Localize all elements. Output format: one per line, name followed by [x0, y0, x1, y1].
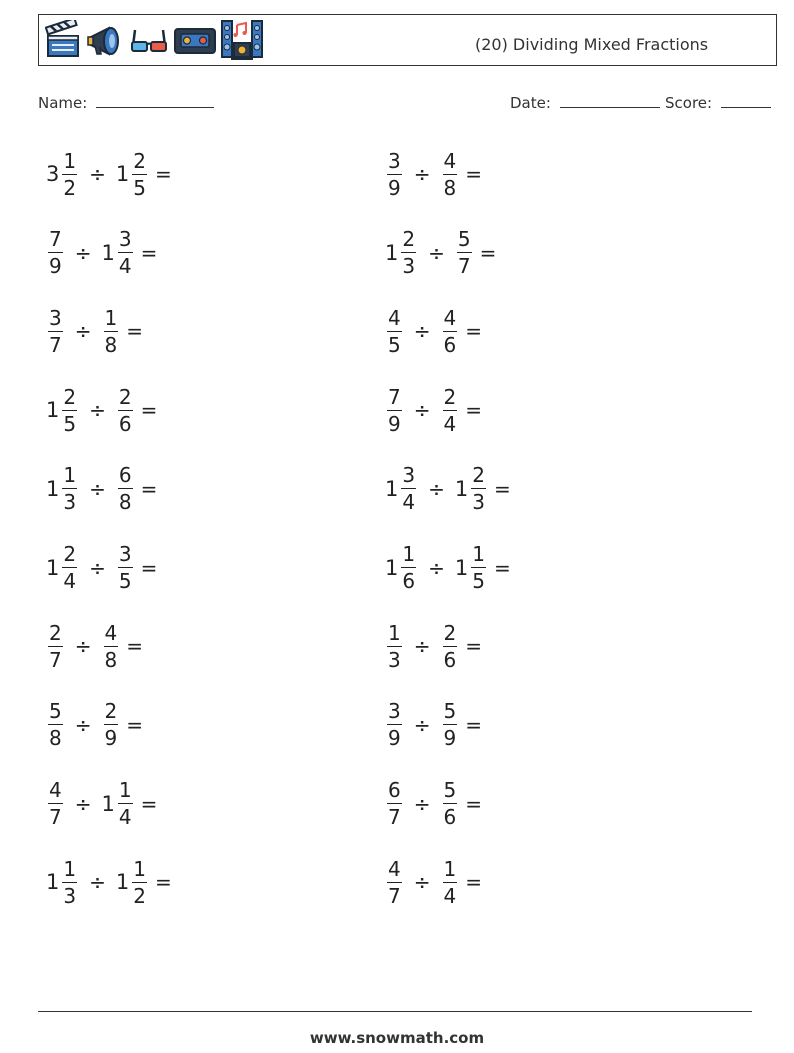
- denominator: 7: [388, 883, 401, 908]
- fraction: [387, 778, 402, 830]
- divide-sign: ÷: [89, 162, 106, 186]
- clapperboard-icon: [45, 20, 81, 60]
- score-label: Score:: [665, 94, 713, 112]
- denominator: 6: [443, 805, 457, 830]
- numerator: 3: [388, 699, 401, 724]
- fraction: [104, 305, 119, 357]
- fraction: [443, 384, 458, 436]
- whole-number: 1: [101, 240, 115, 265]
- problem-item: [46, 461, 157, 517]
- denominator: 8: [104, 332, 118, 357]
- whole-number: 1: [385, 555, 399, 580]
- numerator: 3: [388, 148, 401, 173]
- denominator: 9: [388, 726, 401, 751]
- numerator: 4: [388, 305, 401, 330]
- header-icons: [45, 20, 263, 60]
- equals-sign: =: [154, 162, 172, 186]
- denominator: 5: [133, 175, 146, 200]
- divide-sign: ÷: [413, 870, 431, 895]
- numerator: 4: [443, 305, 457, 330]
- denominator: 8: [443, 175, 457, 200]
- numerator: 2: [443, 384, 457, 409]
- divide-sign: ÷: [413, 398, 431, 423]
- fraction: [443, 148, 458, 200]
- divide-sign: ÷: [413, 791, 431, 816]
- denominator: 5: [63, 411, 77, 436]
- equals-sign: =: [140, 791, 158, 816]
- denominator: 5: [388, 332, 401, 357]
- divide-sign: ÷: [74, 319, 92, 344]
- whole-number: 1: [454, 476, 469, 501]
- equals-sign: =: [140, 476, 158, 501]
- denominator: 4: [402, 490, 416, 515]
- divide-sign: ÷: [413, 712, 431, 737]
- fraction: [457, 227, 472, 279]
- denominator: 5: [472, 569, 485, 593]
- equals-sign: =: [493, 555, 511, 580]
- equals-sign: =: [465, 398, 482, 423]
- problem-item: [385, 461, 511, 517]
- 3d-glasses-icon: [129, 20, 169, 60]
- denominator: 4: [118, 805, 132, 830]
- fraction: [401, 463, 416, 515]
- equals-sign: =: [126, 634, 143, 659]
- name-label: Name:: [38, 94, 88, 112]
- denominator: 3: [63, 883, 77, 908]
- divide-sign: ÷: [89, 476, 106, 501]
- numerator: 2: [63, 542, 77, 566]
- numerator: 5: [443, 699, 457, 724]
- whole-number: 1: [385, 476, 399, 501]
- fraction: [104, 620, 119, 672]
- fraction: [387, 620, 402, 672]
- divide-sign: ÷: [74, 240, 92, 265]
- divide-sign: ÷: [89, 398, 106, 423]
- equals-sign: =: [465, 162, 482, 186]
- equals-sign: =: [140, 398, 158, 423]
- numerator: 1: [388, 620, 401, 645]
- divide-sign: ÷: [428, 476, 445, 501]
- whole-number: 1: [115, 162, 130, 186]
- fraction: [471, 544, 486, 591]
- fraction: [443, 305, 458, 357]
- name-field: [38, 93, 214, 112]
- fraction: [62, 544, 77, 591]
- fraction: [443, 620, 458, 672]
- fraction: [62, 463, 77, 515]
- denominator: 7: [388, 805, 401, 830]
- fraction: [62, 384, 77, 436]
- numerator: 2: [63, 384, 77, 409]
- footer-url: www.snowmath.com: [309, 1029, 485, 1047]
- numerator: 2: [133, 148, 146, 173]
- denominator: 7: [457, 254, 471, 279]
- fraction: [443, 856, 458, 908]
- fraction: [401, 544, 416, 591]
- numerator: 2: [118, 384, 132, 409]
- problem-item: [385, 225, 496, 281]
- date-label: Date:: [510, 94, 551, 112]
- whole-number: 1: [46, 555, 60, 580]
- fraction: [62, 148, 77, 200]
- fraction: [387, 148, 402, 200]
- divide-sign: ÷: [428, 240, 445, 265]
- denominator: 4: [118, 254, 132, 279]
- divide-sign: ÷: [428, 555, 445, 580]
- numerator: 3: [402, 463, 416, 488]
- equals-sign: =: [126, 319, 143, 344]
- fraction: [443, 699, 458, 751]
- date-blank[interactable]: [560, 93, 660, 108]
- denominator: 3: [63, 490, 77, 515]
- score-field: [665, 93, 771, 112]
- fraction: [48, 305, 63, 357]
- numerator: 1: [443, 856, 457, 881]
- denominator: 8: [49, 726, 62, 751]
- worksheet-header: [38, 14, 777, 66]
- problem-item: [385, 854, 482, 910]
- fraction: [48, 699, 63, 751]
- denominator: 3: [402, 254, 416, 279]
- fraction: [118, 778, 133, 830]
- problem-item: [385, 618, 482, 674]
- problem-item: [46, 382, 157, 438]
- numerator: 4: [388, 856, 401, 881]
- fraction: [387, 384, 402, 436]
- equals-sign: =: [465, 791, 482, 816]
- equals-sign: =: [465, 634, 482, 659]
- problem-item: [385, 146, 482, 202]
- equals-sign: =: [465, 712, 482, 737]
- numerator: 5: [457, 227, 471, 252]
- divide-sign: ÷: [74, 791, 92, 816]
- numerator: 1: [402, 542, 416, 566]
- divide-sign: ÷: [413, 634, 431, 659]
- numerator: 3: [49, 305, 62, 330]
- divide-sign: ÷: [413, 162, 431, 186]
- numerator: 4: [443, 148, 457, 173]
- fraction: [118, 227, 133, 279]
- name-blank[interactable]: [96, 93, 214, 108]
- denominator: 3: [472, 490, 485, 515]
- footer-divider: [38, 1011, 752, 1012]
- fraction: [132, 856, 147, 908]
- numerator: 6: [388, 778, 401, 803]
- fraction: [387, 856, 402, 908]
- equals-sign: =: [140, 240, 158, 265]
- whole-number: 1: [46, 398, 60, 423]
- problem-item: [385, 382, 482, 438]
- numerator: 1: [63, 856, 77, 881]
- problem-item: [46, 540, 157, 596]
- numerator: 2: [104, 699, 118, 724]
- equals-sign: =: [465, 319, 482, 344]
- date-field: [510, 93, 660, 112]
- equals-sign: =: [479, 240, 497, 265]
- denominator: 6: [118, 411, 132, 436]
- fraction: [62, 856, 77, 908]
- numerator: 6: [118, 463, 132, 488]
- fraction: [118, 384, 133, 436]
- numerator: 4: [49, 778, 62, 803]
- fraction: [401, 227, 416, 279]
- numerator: 1: [104, 305, 118, 330]
- problem-item: [46, 618, 143, 674]
- problem-item: [385, 303, 482, 359]
- score-blank[interactable]: [721, 93, 771, 108]
- equals-sign: =: [140, 555, 158, 580]
- denominator: 7: [49, 647, 62, 672]
- denominator: 6: [402, 569, 416, 593]
- denominator: 3: [388, 647, 401, 672]
- divide-sign: ÷: [413, 319, 431, 344]
- denominator: 9: [104, 726, 118, 751]
- denominator: 7: [49, 332, 62, 357]
- numerator: 2: [443, 620, 457, 645]
- fraction: [471, 463, 486, 515]
- numerator: 5: [443, 778, 457, 803]
- denominator: 8: [118, 490, 132, 515]
- problem-item: [46, 146, 172, 202]
- numerator: 3: [118, 227, 132, 252]
- denominator: 8: [104, 647, 118, 672]
- divide-sign: ÷: [74, 634, 92, 659]
- divide-sign: ÷: [74, 712, 92, 737]
- denominator: 2: [63, 175, 77, 200]
- fraction: [118, 544, 133, 591]
- divide-sign: ÷: [89, 555, 106, 580]
- numerator: 2: [472, 463, 485, 488]
- denominator: 4: [443, 883, 457, 908]
- numerator: 1: [133, 856, 146, 881]
- numerator: 1: [63, 148, 77, 173]
- numerator: 2: [49, 620, 62, 645]
- denominator: 9: [388, 411, 401, 436]
- worksheet-title: (20) Dividing Mixed Fractions: [475, 35, 709, 54]
- problem-item: [46, 697, 143, 753]
- denominator: 4: [63, 569, 77, 593]
- fraction: [48, 620, 63, 672]
- numerator: 3: [118, 542, 132, 566]
- numerator: 7: [388, 384, 401, 409]
- whole-number: 3: [46, 162, 60, 186]
- problem-item: [46, 225, 157, 281]
- numerator: 7: [49, 227, 62, 252]
- denominator: 9: [388, 175, 401, 200]
- fraction: [118, 463, 133, 515]
- whole-number: 1: [46, 870, 60, 895]
- numerator: 1: [63, 463, 77, 488]
- problem-item: [46, 776, 157, 832]
- problem-item: [385, 776, 482, 832]
- equals-sign: =: [493, 476, 511, 501]
- fraction: [443, 778, 458, 830]
- fraction: [387, 699, 402, 751]
- whole-number: 1: [115, 870, 130, 895]
- vhs-tape-icon: [173, 20, 217, 60]
- equals-sign: =: [465, 870, 482, 895]
- problem-item: [385, 540, 511, 596]
- numerator: 1: [118, 778, 132, 803]
- whole-number: 1: [101, 791, 115, 816]
- denominator: 9: [49, 254, 62, 279]
- whole-number: 1: [385, 240, 399, 265]
- whole-number: 1: [454, 555, 469, 580]
- problem-item: [46, 303, 143, 359]
- megaphone-icon: [85, 20, 125, 60]
- denominator: 6: [443, 647, 457, 672]
- problem-item: [46, 854, 172, 910]
- numerator: 2: [402, 227, 416, 252]
- denominator: 6: [443, 332, 457, 357]
- numerator: 5: [49, 699, 62, 724]
- denominator: 2: [133, 883, 146, 908]
- speakers-music-icon: [221, 19, 263, 61]
- fraction: [48, 227, 63, 279]
- equals-sign: =: [126, 712, 143, 737]
- numerator: 1: [472, 542, 485, 566]
- fraction: [104, 699, 119, 751]
- fraction: [48, 778, 63, 830]
- numerator: 4: [104, 620, 118, 645]
- equals-sign: =: [154, 870, 172, 895]
- fraction: [132, 148, 147, 200]
- fraction: [387, 305, 402, 357]
- whole-number: 1: [46, 476, 60, 501]
- denominator: 7: [49, 805, 62, 830]
- denominator: 5: [118, 569, 132, 593]
- denominator: 9: [443, 726, 457, 751]
- divide-sign: ÷: [89, 870, 106, 895]
- problem-item: [385, 697, 482, 753]
- denominator: 4: [443, 411, 457, 436]
